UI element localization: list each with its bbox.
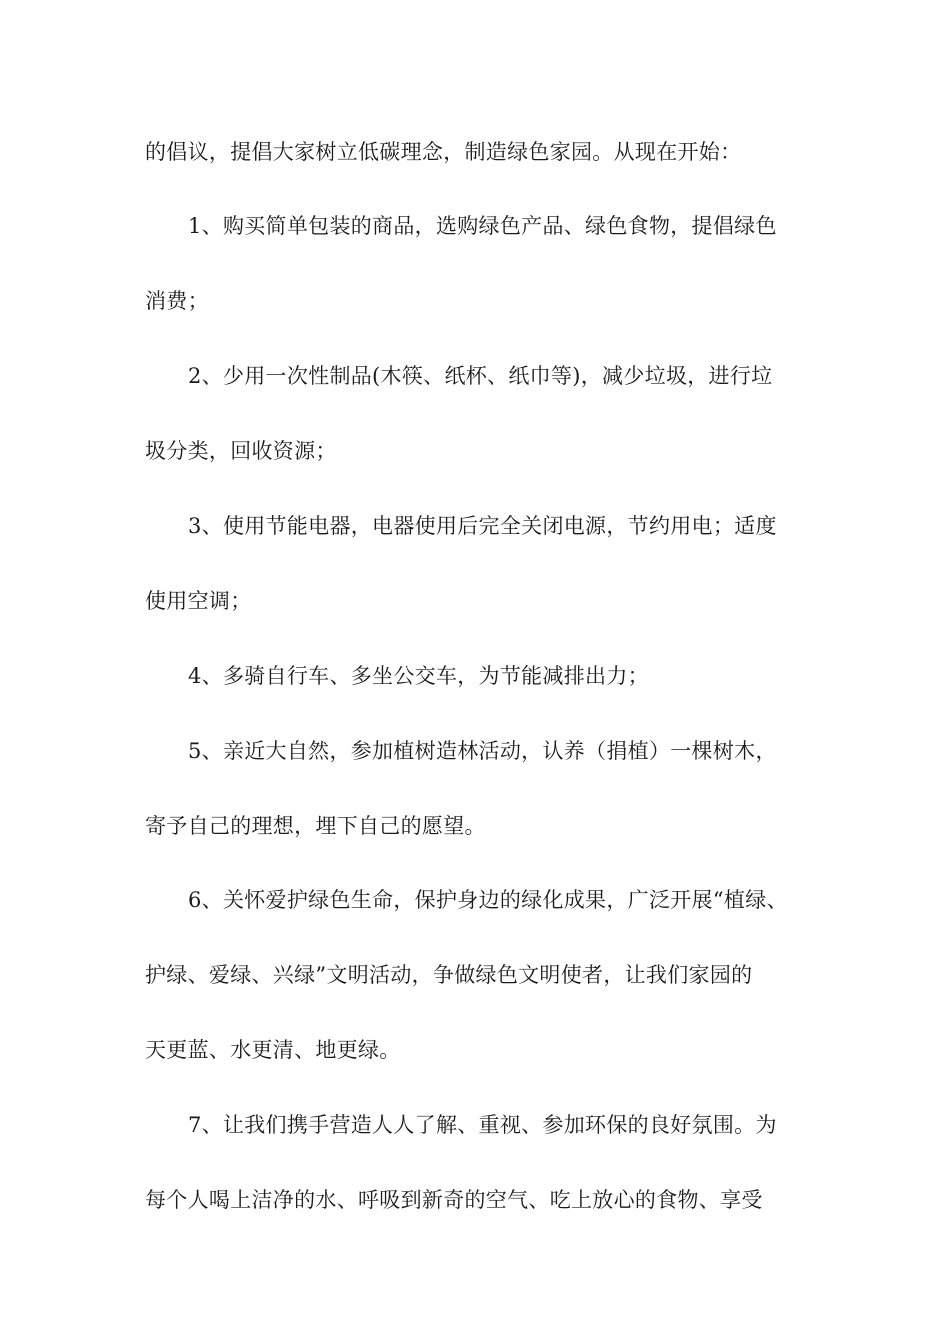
list-item-6-line: 6、关怀爱护绿色生命，保护身边的绿化成果，广泛开展“植绿、 (188, 888, 788, 912)
list-item-6-continuation: 护绿、爱绿、兴绿”文明活动，争做绿色文明使者，让我们家园的 (145, 963, 753, 987)
list-item-5-continuation: 寄予自己的理想，埋下自己的愿望。 (145, 814, 486, 838)
list-item-7-continuation: 每个人喝上洁净的水、呼吸到新奇的空气、吃上放心的食物、享受 (145, 1188, 763, 1212)
list-item-4-line: 4、多骑自行车、多坐公交车，为节能减排出力； (188, 664, 649, 688)
list-item-1-line: 1、购买简单包装的商品，选购绿色产品、绿色食物，提倡绿色 (188, 214, 777, 238)
list-item-1-continuation: 消费； (145, 289, 209, 313)
list-item-5-line: 5、亲近大自然，参加植树造林活动，认养（捐植）一棵树木， (188, 739, 777, 763)
list-item-3-continuation: 使用空调； (145, 589, 252, 613)
list-item-6-continuation: 天更蓝、水更清、地更绿。 (145, 1038, 401, 1062)
list-item-2-continuation: 圾分类，回收资源； (145, 439, 337, 463)
list-item-2-line: 2、少用一次性制品(木筷、纸杯、纸巾等)，减少垃圾，进行垃 (188, 364, 773, 388)
list-item-3-line: 3、使用节能电器，电器使用后完全关闭电源，节约用电；适度 (188, 514, 777, 538)
text-line: 的倡议，提倡大家树立低碳理念，制造绿色家园。从现在开始： (145, 140, 742, 164)
list-item-7-line: 7、让我们携手营造人人了解、重视、参加环保的良好氛围。为 (188, 1113, 777, 1137)
